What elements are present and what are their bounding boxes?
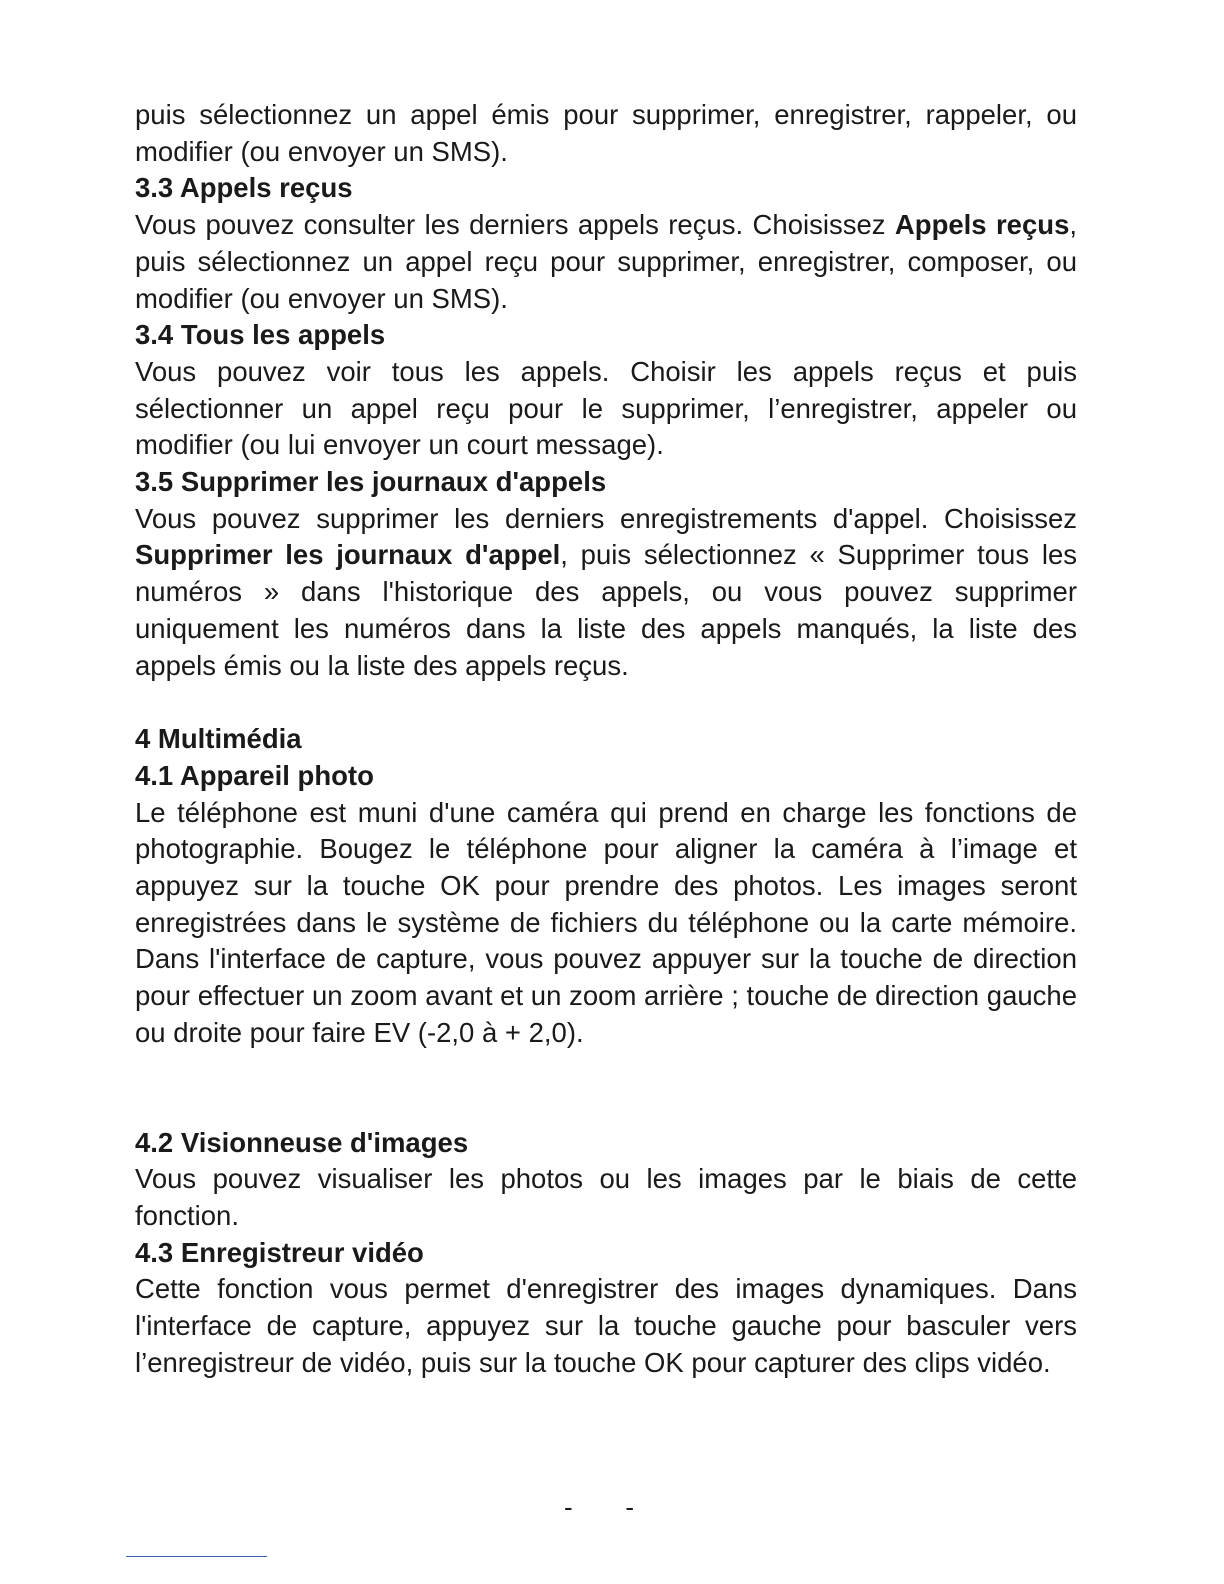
footer-dash-left: - bbox=[564, 1492, 573, 1522]
paragraph: puis sélectionnez un appel émis pour supprimer, enregistrer, rappeler, ou modifier (ou envoyer un SMS). bbox=[135, 99, 1077, 167]
paragraph-text: , puis sélectionnez un appel reçu pour supprimer, enregistrer, composer, ou modifier (ou envoyer un SMS). bbox=[135, 209, 1077, 314]
paragraph-text: Vous pouvez supprimer les derniers enregistrements d'appel. Choisissez bbox=[135, 502, 1077, 534]
footer-dash-right: - bbox=[625, 1492, 634, 1522]
page-number-area bbox=[564, 1492, 634, 1523]
paragraph: Cette fonction vous permet d'enregistrer des images dynamiques. Dans l'interface de capture, appuyez sur la touche gauche pour basculer vers l’enregistreur de vidéo, puis sur la touche OK pour capturer des clips vidéo. bbox=[135, 1273, 1077, 1378]
bold-term: Appels reçus bbox=[894, 209, 1070, 241]
section-heading: 3.3 Appels reçus bbox=[135, 172, 353, 204]
document-body bbox=[135, 97, 1077, 1382]
section-heading: 4.3 Enregistreur vidéo bbox=[135, 1236, 424, 1268]
spacer bbox=[135, 1052, 1077, 1125]
paragraph: Vous pouvez voir tous les appels. Choisir les appels reçus et puis sélectionner un appel reçu pour le supprimer, l’enregistrer, appeler ou modifier (ou lui envoyer un court message). bbox=[135, 355, 1077, 461]
bold-term: Supprimer les journaux d'appel bbox=[135, 539, 561, 571]
section-heading: 3.4 Tous les appels bbox=[135, 319, 386, 351]
section-heading: 4.2 Visionneuse d'images bbox=[135, 1126, 469, 1158]
paragraph: Vous pouvez visualiser les photos ou les images par le biais de cette fonction. bbox=[135, 1163, 1077, 1231]
paragraph-text: Vous pouvez consulter les derniers appels reçus. Choisissez bbox=[135, 209, 895, 241]
spacer bbox=[135, 684, 1077, 721]
paragraph bbox=[135, 501, 1077, 685]
paragraph: Le téléphone est muni d'une caméra qui prend en charge les fonctions de photographie. Bougez le téléphone pour aligner la caméra à l’image et appuyez sur la touche OK pour prendre des photos. Les images seront enregistrées dans le système de fichiers du téléphone ou la carte mémoire. Dans l'interface de capture, vous pouvez appuyer sur la touche de direction pour effectuer un zoom avant et un zoom arrière ; touche de direction gauche ou droite pour faire EV (-2,0 à + 2,0). bbox=[135, 796, 1077, 1048]
paragraph bbox=[135, 207, 1077, 317]
section-heading: 3.5 Supprimer les journaux d'appels bbox=[135, 466, 607, 498]
section-heading: 4.1 Appareil photo bbox=[135, 759, 374, 791]
footnote-separator bbox=[126, 1556, 267, 1557]
section-heading: 4 Multimédia bbox=[135, 723, 302, 755]
paragraph-text: , puis sélectionnez « Supprimer tous les numéros » dans l'historique des appels, ou vous pouvez supprimer uniquement les numéros dans la liste des appels manqués, la liste des appels émis ou la liste des appels reçus. bbox=[135, 539, 1077, 681]
